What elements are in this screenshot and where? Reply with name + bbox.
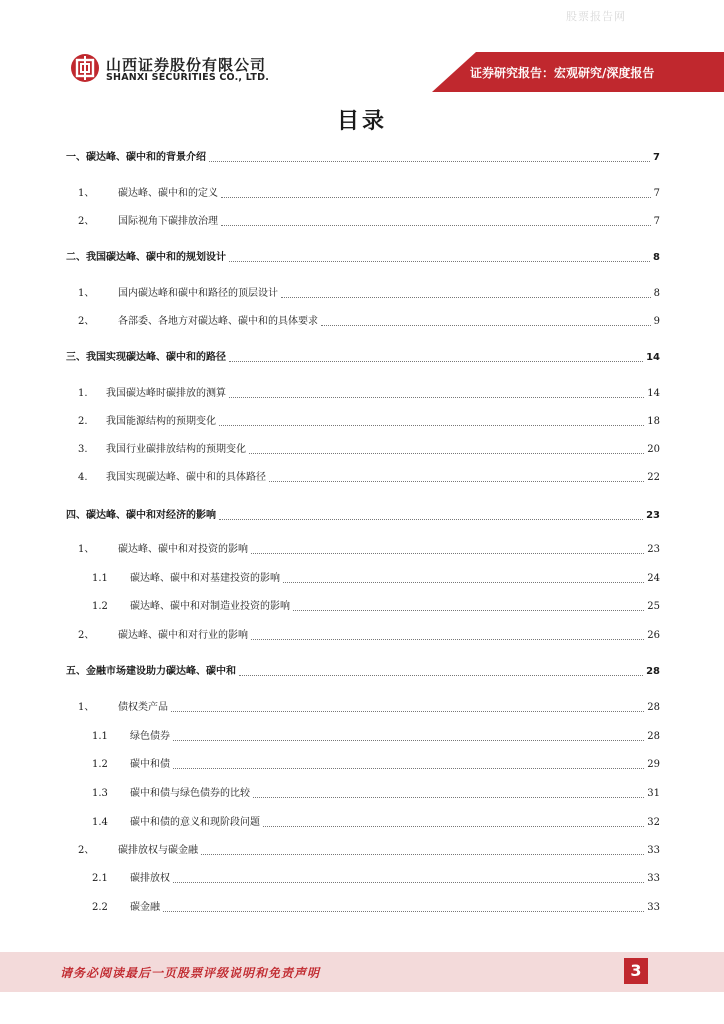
toc-entry-title: 一、碳达峰、碳中和的背景介绍 (66, 152, 206, 163)
toc-entry[interactable] (0, 470, 724, 486)
toc-entry[interactable] (0, 508, 724, 524)
toc-entry-number: 2.1 (92, 873, 108, 884)
toc-leader-dots (173, 768, 644, 769)
report-type: 证券研究报告：宏观研究/深度报告 (470, 66, 655, 80)
toc-leader-dots (249, 453, 644, 454)
toc-entry[interactable] (0, 815, 724, 831)
toc-entry-page: 23 (647, 544, 660, 555)
toc-entry-title: 碳达峰、碳中和对基建投资的影响 (130, 573, 280, 584)
toc-leader-dots (251, 639, 644, 640)
toc-leader-dots (221, 197, 651, 198)
toc-entry-title: 碳达峰、碳中和对制造业投资的影响 (130, 601, 290, 612)
page-number: 3 (624, 958, 648, 984)
toc-entry-title: 碳金融 (130, 902, 160, 913)
toc-entry-page: 18 (647, 416, 660, 427)
toc-leader-dots (201, 854, 644, 855)
toc-entry-title: 碳排放权 (130, 873, 170, 884)
toc-entry-title: 二、我国碳达峰、碳中和的规划设计 (66, 252, 226, 263)
toc-entry[interactable] (0, 571, 724, 587)
toc-entry-number: 1. (78, 388, 88, 399)
toc-entry-number: 3. (78, 444, 88, 455)
toc-entry-number: 2、 (78, 316, 95, 327)
toc-entry-page: 7 (653, 188, 660, 199)
toc-entry[interactable] (0, 350, 724, 366)
toc-leader-dots (229, 261, 650, 262)
toc-entry-title: 三、我国实现碳达峰、碳中和的路径 (66, 352, 226, 363)
toc-entry-number: 1.1 (92, 573, 108, 584)
toc-entry-page: 7 (653, 152, 660, 163)
toc-leader-dots (173, 740, 644, 741)
toc-entry-number: 1.2 (92, 759, 108, 770)
toc-leader-dots (209, 161, 650, 162)
toc-leader-dots (173, 882, 644, 883)
toc-entry-number: 2、 (78, 216, 95, 227)
toc-entry[interactable] (0, 628, 724, 644)
toc-leader-dots (239, 675, 643, 676)
toc-entry-number: 1、 (78, 288, 95, 299)
disclaimer-text: 请务必阅读最后一页股票评级说明和免责声明 (60, 966, 321, 980)
toc-entry[interactable] (0, 286, 724, 302)
toc-entry[interactable] (0, 414, 724, 430)
toc-entry-title: 各部委、各地方对碳达峰、碳中和的具体要求 (118, 316, 318, 327)
toc-entry-title: 五、金融市场建设助力碳达峰、碳中和 (66, 666, 236, 677)
toc-entry[interactable] (0, 150, 724, 166)
toc-entry[interactable] (0, 250, 724, 266)
toc-entry-title: 碳达峰、碳中和对投资的影响 (118, 544, 248, 555)
toc-entry[interactable] (0, 186, 724, 202)
toc-entry-title: 四、碳达峰、碳中和对经济的影响 (66, 510, 216, 521)
toc-leader-dots (263, 826, 644, 827)
page-footer (0, 952, 724, 992)
toc-entry-number: 1.4 (92, 817, 108, 828)
toc-entry[interactable] (0, 386, 724, 402)
toc-entry-number: 2.2 (92, 902, 108, 913)
toc-entry-number: 1、 (78, 544, 95, 555)
toc-entry[interactable] (0, 871, 724, 887)
toc-entry-number: 1.2 (92, 601, 108, 612)
toc-entry-page: 14 (647, 388, 660, 399)
toc-entry[interactable] (0, 700, 724, 716)
toc-leader-dots (321, 325, 651, 326)
toc-entry-page: 33 (647, 845, 660, 856)
toc-entry-number: 4. (78, 472, 88, 483)
toc-leader-dots (163, 911, 644, 912)
toc-entry-page: 32 (647, 817, 660, 828)
toc-entry-title: 绿色债券 (130, 731, 170, 742)
toc-entry-title: 碳达峰、碳中和的定义 (118, 188, 218, 199)
toc-entry-page: 22 (647, 472, 660, 483)
toc-leader-dots (229, 361, 643, 362)
toc-leader-dots (171, 711, 644, 712)
toc-entry-page: 8 (653, 252, 660, 263)
toc-entry-page: 9 (653, 316, 660, 327)
toc-entry-title: 国际视角下碳排放治理 (118, 216, 218, 227)
toc-leader-dots (219, 425, 644, 426)
toc-entry-page: 14 (646, 352, 660, 363)
toc-entry-title: 碳中和债与绿色债券的比较 (130, 788, 250, 799)
toc-title: 目录 (336, 109, 387, 134)
company-name-en: SHANXI SECURITIES CO., LTD. (106, 72, 270, 83)
page-header (0, 44, 724, 92)
toc-entry-number: 2、 (78, 845, 95, 856)
toc-leader-dots (293, 610, 644, 611)
watermark: 股票报告网 (566, 10, 626, 23)
toc-entry[interactable] (0, 757, 724, 773)
toc-entry[interactable] (0, 729, 724, 745)
toc-entry[interactable] (0, 214, 724, 230)
toc-entry-page: 31 (647, 788, 660, 799)
company-name-cn: 山西证券股份有限公司 (106, 56, 267, 74)
toc-entry-number: 2. (78, 416, 88, 427)
toc-entry-number: 1、 (78, 188, 95, 199)
toc-entry-page: 28 (647, 731, 660, 742)
toc-leader-dots (221, 225, 651, 226)
toc-entry-title: 我国碳达峰时碳排放的测算 (106, 388, 226, 399)
toc-leader-dots (269, 481, 644, 482)
toc-entry[interactable] (0, 442, 724, 458)
toc-leader-dots (281, 297, 651, 298)
toc-entry[interactable] (0, 900, 724, 916)
toc-leader-dots (253, 797, 644, 798)
toc-entry-page: 28 (646, 666, 660, 677)
toc-entry[interactable] (0, 786, 724, 802)
toc-entry-title: 碳中和债的意义和现阶段问题 (130, 817, 260, 828)
toc-leader-dots (229, 397, 644, 398)
toc-entry-title: 碳达峰、碳中和对行业的影响 (118, 630, 248, 641)
toc-entry-page: 20 (647, 444, 660, 455)
toc-entry-page: 8 (653, 288, 660, 299)
toc-leader-dots (251, 553, 644, 554)
toc-entry-page: 29 (647, 759, 660, 770)
toc-entry-number: 1、 (78, 702, 95, 713)
toc-entry-page: 33 (647, 902, 660, 913)
toc-entry-title: 我国能源结构的预期变化 (106, 416, 216, 427)
toc-entry-page: 26 (647, 630, 660, 641)
toc-leader-dots (283, 582, 644, 583)
toc-entry-page: 25 (647, 601, 660, 612)
company-logo-icon (70, 53, 100, 83)
toc-entry-number: 1.3 (92, 788, 108, 799)
toc-entry-page: 28 (647, 702, 660, 713)
toc-entry[interactable] (0, 542, 724, 558)
toc-entry-page: 7 (653, 216, 660, 227)
toc-entry-title: 我国实现碳达峰、碳中和的具体路径 (106, 472, 266, 483)
toc-entry-page: 23 (646, 510, 660, 521)
toc-entry-title: 我国行业碳排放结构的预期变化 (106, 444, 246, 455)
toc-entry[interactable] (0, 314, 724, 330)
toc-entry-page: 24 (647, 573, 660, 584)
toc-entry-number: 2、 (78, 630, 95, 641)
toc-entry-title: 碳排放权与碳金融 (118, 845, 198, 856)
toc-entry-page: 33 (647, 873, 660, 884)
toc-entry[interactable] (0, 599, 724, 615)
toc-entry[interactable] (0, 843, 724, 859)
toc-entry-title: 国内碳达峰和碳中和路径的顶层设计 (118, 288, 278, 299)
toc-leader-dots (219, 519, 643, 520)
toc-entry[interactable] (0, 664, 724, 680)
toc-entry-title: 碳中和债 (130, 759, 170, 770)
toc-entry-number: 1.1 (92, 731, 108, 742)
toc-entry-title: 债权类产品 (118, 702, 168, 713)
